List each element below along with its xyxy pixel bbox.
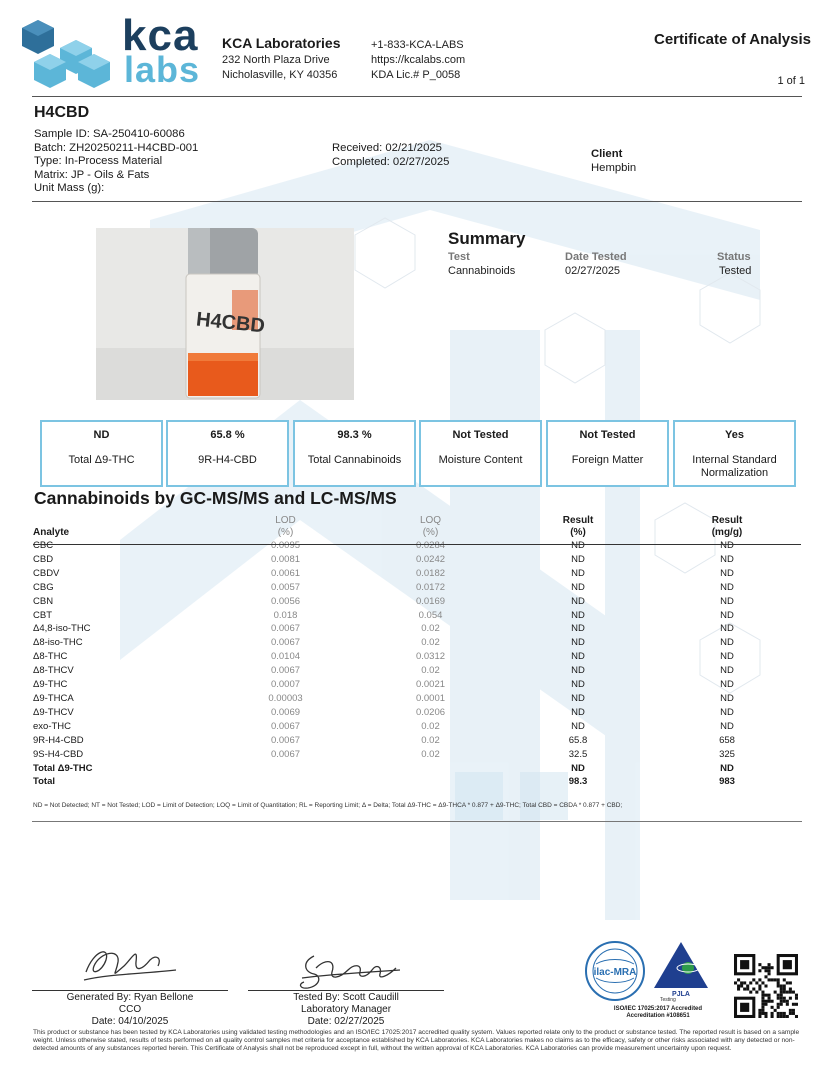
sample-type: Type: In-Process Material — [34, 155, 163, 167]
table-row — [33, 581, 801, 595]
sample-id: Sample ID: SA-250410-60086 — [34, 128, 185, 140]
stat-value: ND — [93, 429, 110, 441]
lab-address-line2: Nicholasville, KY 40356 — [222, 69, 338, 81]
stat-value: Yes — [725, 429, 744, 441]
result-pct-cell: ND — [571, 553, 585, 565]
analyte-cell: Δ8-THC — [33, 651, 68, 663]
stat-total-d9-thc — [40, 420, 163, 487]
sample-matrix: Matrix: JP - Oils & Fats — [34, 168, 150, 181]
signature-line-generated — [32, 990, 228, 991]
table-row — [33, 734, 801, 748]
analyte-cell: Δ9-THCV — [33, 706, 74, 718]
cannabinoids-section-title: Cannabinoids by GC-MS/MS and LC-MS/MS — [34, 488, 397, 508]
col-result-pct: Result — [562, 515, 594, 526]
sample-info — [34, 128, 198, 196]
lod-cell: 0.0095 — [270, 540, 301, 551]
loq-cell: 0.02 — [421, 734, 440, 746]
result-pct-cell: ND — [571, 637, 585, 649]
stat-internal-standard — [673, 420, 796, 487]
result-pct-cell: ND — [571, 609, 585, 621]
ilac-text: ilac-MRA — [593, 967, 637, 978]
tested-title: Laboratory Manager — [300, 1004, 392, 1015]
stat-label: Internal Standard Normalization — [692, 454, 777, 479]
result-pct-cell: ND — [571, 581, 585, 593]
header-divider — [32, 96, 802, 97]
summary-col-status: Status — [717, 251, 751, 263]
info-divider — [32, 201, 802, 202]
tested-by: Tested By: Scott Caudill — [293, 992, 399, 1003]
loq-cell: 0.0001 — [415, 692, 446, 704]
loq-cell: 0.02 — [421, 637, 440, 649]
lab-phone: +1-833-KCA-LABS — [371, 39, 464, 51]
table-row — [33, 706, 801, 720]
col-result-mg: Result — [711, 515, 743, 526]
iso-line2: Accreditation #108651 — [626, 1013, 690, 1019]
disclaimer: This product or substance has been tested by KCA Laboratories using validated testing methodologies and an ISO/IEC 17025:2017 accredited quality system. Values reported relate only to the product or substance tested. The reported result is based on a sample weight. Unless otherwise stated, results of tests performed on all quality control samples met criteria for acceptance established by KCA Laboratories. KCA Laboratories makes no claims as to the efficacy, safety or other risks associated with any detected or non-detected amounts of any substances reported herein. This Certificate of Analysis shall not be reproduced except in full, without the written approval of KCA Laboratories. KCA Laboratories can provide measurement uncertainty upon request. — [33, 1029, 800, 1053]
completed-date: Completed: 02/27/2025 — [332, 155, 450, 168]
result-pct-cell: 32.5 — [568, 748, 588, 760]
table-row — [33, 636, 801, 650]
analyte-cell: Δ9-THCA — [33, 692, 74, 704]
result-mg-cell: ND — [720, 679, 734, 691]
stat-label: Foreign Matter — [571, 454, 644, 466]
loq-cell: 0.0169 — [415, 595, 446, 607]
table-row — [33, 567, 801, 581]
result-mg-cell: ND — [720, 637, 734, 649]
result-mg-cell: ND — [720, 609, 734, 621]
loq-cell — [358, 775, 503, 789]
col-analyte: Analyte — [33, 527, 70, 538]
stat-label: 9R-H4-CBD — [198, 454, 257, 466]
result-pct-cell: ND — [571, 623, 585, 635]
result-mg-cell: ND — [720, 665, 734, 677]
result-mg-cell: ND — [720, 553, 734, 565]
result-mg-cell: 658 — [719, 734, 735, 746]
loq-cell: 0.054 — [418, 609, 443, 621]
pjla-logo-icon — [652, 940, 710, 998]
result-mg-cell: ND — [720, 651, 734, 663]
result-mg-cell: ND — [720, 623, 734, 635]
analyte-cell: Δ8-iso-THC — [33, 637, 83, 649]
client-label: Client — [591, 148, 623, 160]
lod-cell: 0.018 — [273, 609, 298, 621]
stat-label: Total Δ9-THC — [68, 454, 135, 466]
summary-title: Summary — [448, 229, 526, 248]
result-mg-cell: ND — [720, 540, 734, 551]
analyte-cell: CBN — [33, 595, 54, 607]
qr-code-icon[interactable] — [734, 954, 798, 1018]
signature-line-tested — [248, 990, 444, 991]
lod-cell: 0.0069 — [270, 706, 301, 718]
generated-by: Generated By: Ryan Bellone — [66, 992, 194, 1003]
sample-unit-mass: Unit Mass (g): — [34, 182, 105, 194]
summary-test: Cannabinoids — [448, 265, 516, 277]
col-result-mg-unit: (mg/g) — [711, 527, 743, 538]
col-lod-unit: (%) — [277, 527, 294, 538]
generated-date: Date: 04/10/2025 — [91, 1016, 169, 1027]
vial-label: H4CBD — [195, 308, 266, 338]
tested-date: Date: 02/27/2025 — [307, 1016, 385, 1027]
col-loq-unit: (%) — [422, 527, 439, 538]
lod-cell: 0.0007 — [270, 679, 301, 691]
logo-wordmark-bottom: labs — [124, 49, 201, 90]
result-mg-cell: ND — [720, 692, 734, 704]
lod-cell: 0.0067 — [270, 748, 301, 760]
table-row — [33, 539, 801, 553]
stat-foreign-matter — [546, 420, 669, 487]
loq-cell — [358, 762, 503, 776]
analyte-cell: Total — [33, 776, 55, 788]
table-row — [33, 692, 801, 706]
loq-cell: 0.0284 — [415, 540, 446, 551]
lod-cell: 0.0057 — [270, 581, 301, 593]
analyte-cell: CBT — [33, 609, 52, 621]
document-title: Certificate of Analysis — [654, 31, 811, 48]
stat-total-cannabinoids — [293, 420, 416, 487]
lab-website[interactable]: https://kcalabs.com — [371, 54, 466, 66]
col-result-pct-unit: (%) — [570, 527, 586, 538]
lod-cell — [213, 775, 358, 789]
kca-logo-icon — [20, 18, 112, 92]
lod-cell: 0.0067 — [270, 637, 301, 649]
loq-cell: 0.0242 — [415, 553, 446, 565]
signature-ryan-bellone — [80, 940, 180, 986]
lod-cell: 0.0061 — [270, 567, 301, 579]
result-mg-cell: ND — [720, 720, 734, 732]
tested-by-block — [248, 992, 444, 1028]
table-total-row — [33, 762, 801, 776]
analyte-cell: 9R-H4-CBD — [33, 734, 84, 746]
cannabinoids-rows — [33, 539, 801, 789]
loq-cell: 0.0312 — [415, 651, 446, 663]
table-row — [33, 609, 801, 623]
analyte-cell: exo-THC — [33, 720, 72, 732]
page-number: 1 of 1 — [777, 75, 805, 87]
loq-cell: 0.02 — [421, 748, 440, 760]
table-row — [33, 678, 801, 692]
result-mg-cell: ND — [720, 762, 734, 774]
result-mg-cell: ND — [720, 706, 734, 718]
lod-cell: 0.0081 — [270, 553, 301, 565]
result-mg-cell: ND — [720, 567, 734, 579]
client-name: Hempbin — [591, 162, 637, 174]
loq-cell: 0.0182 — [415, 567, 446, 579]
lab-license: KDA Lic.# P_0058 — [371, 69, 461, 81]
table-row — [33, 553, 801, 567]
analyte-cell: CBDV — [33, 567, 60, 579]
lod-cell — [213, 762, 358, 776]
analyte-cell: CBG — [33, 581, 54, 593]
ilac-mra-seal-icon — [584, 940, 646, 1002]
lod-cell: 0.0067 — [270, 623, 301, 635]
result-mg-cell: 983 — [719, 776, 735, 788]
summary-col-date: Date Tested — [565, 251, 627, 263]
table-total-row — [33, 775, 801, 789]
generated-title: CCO — [118, 1004, 142, 1015]
result-mg-cell: 325 — [719, 748, 735, 760]
lod-cell: 0.0104 — [270, 651, 301, 663]
cannabinoids-table — [33, 515, 801, 789]
analyte-cell: CBC — [33, 540, 54, 551]
loq-cell: 0.02 — [421, 720, 440, 732]
received-date: Received: 02/21/2025 — [332, 142, 442, 154]
table-row — [33, 650, 801, 664]
iso-accreditation — [593, 1006, 723, 1020]
stat-value: 98.3 % — [337, 429, 372, 441]
result-pct-cell: 65.8 — [568, 734, 588, 746]
loq-cell: 0.02 — [421, 623, 440, 635]
summary-status: Tested — [719, 265, 752, 277]
result-pct-cell: 98.3 — [568, 776, 588, 788]
stat-value: Not Tested — [452, 429, 509, 441]
loq-cell: 0.0172 — [415, 581, 446, 593]
footnote-divider — [32, 821, 802, 822]
loq-cell: 0.0021 — [415, 679, 446, 691]
table-row — [33, 664, 801, 678]
lab-name: KCA Laboratories — [222, 35, 341, 51]
table-row — [33, 595, 801, 609]
stat-value: Not Tested — [579, 429, 636, 441]
result-pct-cell: ND — [571, 665, 585, 677]
analyte-cell: CBD — [33, 553, 54, 565]
table-row — [33, 748, 801, 762]
result-pct-cell: ND — [571, 762, 585, 774]
product-name: H4CBD — [34, 104, 90, 121]
summary-col-test: Test — [448, 251, 470, 263]
lod-cell: 0.0067 — [270, 720, 301, 732]
pjla-text: PJLA — [672, 991, 690, 998]
loq-cell: 0.0206 — [415, 706, 446, 718]
analyte-cell: Δ4,8-iso-THC — [33, 623, 91, 635]
result-pct-cell: ND — [571, 679, 585, 691]
stat-value: 65.8 % — [210, 429, 245, 441]
generated-by-block — [32, 992, 228, 1028]
analyte-cell: Δ9-THC — [33, 679, 68, 691]
result-pct-cell: ND — [571, 595, 585, 607]
stat-label: Total Cannabinoids — [307, 454, 402, 466]
analyte-cell: Total Δ9-THC — [33, 762, 93, 774]
table-row — [33, 720, 801, 734]
result-pct-cell: ND — [571, 540, 585, 551]
table-header-rule — [33, 544, 801, 545]
lab-address-line1: 232 North Plaza Drive — [222, 54, 330, 66]
stat-9r-h4-cbd — [166, 420, 289, 487]
result-pct-cell: ND — [571, 692, 585, 704]
col-lod: LOD — [275, 515, 296, 526]
analyte-cell: Δ8-THCV — [33, 665, 74, 677]
loq-cell: 0.02 — [421, 665, 440, 677]
result-mg-cell: ND — [720, 581, 734, 593]
result-pct-cell: ND — [571, 720, 585, 732]
lod-cell: 0.0067 — [270, 734, 301, 746]
result-pct-cell: ND — [571, 651, 585, 663]
logo-wordmark-top: kca — [122, 11, 199, 60]
iso-line1: ISO/IEC 17025:2017 Accredited — [613, 1006, 703, 1012]
table-row — [33, 622, 801, 636]
table-footnote: ND = Not Detected; NT = Not Tested; LOD = Limit of Detection; LOQ = Limit of Quantitation; RL = Reporting Limit; Δ = Delta; Total Δ9-THC = Δ9-THCA * 0.877 + Δ9-THC; Total CBD = CBDA * 0.877 + CBD; — [33, 802, 623, 809]
col-loq: LOQ — [419, 515, 442, 526]
result-pct-cell: ND — [571, 567, 585, 579]
signature-scott-caudill — [292, 948, 404, 992]
pjla-sub: Testing — [660, 997, 676, 1003]
sample-dates — [332, 142, 449, 169]
result-mg-cell: ND — [720, 595, 734, 607]
result-pct-cell: ND — [571, 706, 585, 718]
lod-cell: 0.0056 — [270, 595, 301, 607]
sample-batch: Batch: ZH20250211-H4CBD-001 — [34, 141, 199, 154]
analyte-cell: 9S-H4-CBD — [33, 748, 84, 760]
summary-date: 02/27/2025 — [565, 265, 621, 277]
lod-cell: 0.0067 — [270, 665, 301, 677]
stat-moisture-content — [419, 420, 542, 487]
lod-cell: 0.00003 — [268, 692, 303, 704]
product-photo — [96, 228, 354, 400]
stat-label: Moisture Content — [438, 454, 523, 466]
